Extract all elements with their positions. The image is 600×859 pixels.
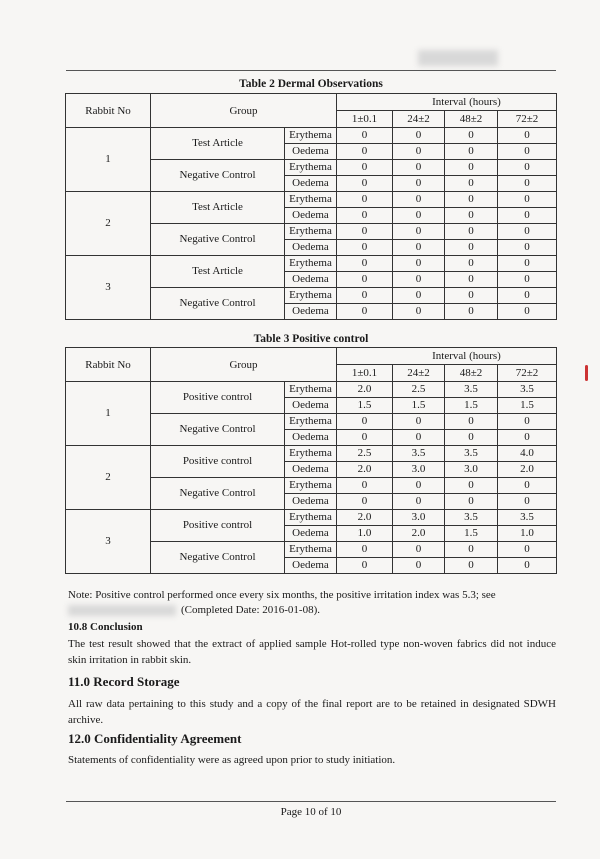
group-name: Negative Control: [151, 160, 285, 192]
conclusion-heading: 10.8 Conclusion: [68, 621, 143, 633]
score-cell: 0: [393, 256, 445, 272]
score-cell: 0: [445, 240, 498, 256]
score-cell: 0: [445, 542, 498, 558]
score-cell: 1.5: [337, 398, 393, 414]
score-cell: 0: [498, 304, 557, 320]
observation-label: Erythema: [285, 446, 337, 462]
score-cell: 0: [393, 208, 445, 224]
record-storage-text: All raw data pertaining to this study and a copy of the final report are to be retained in designated SDWH archive.: [68, 698, 556, 726]
score-cell: 0: [337, 288, 393, 304]
score-cell: 0: [393, 558, 445, 574]
table-row: [66, 256, 557, 272]
redacted-reference: [68, 605, 176, 616]
score-cell: 0: [445, 256, 498, 272]
confidentiality-heading: 12.0 Confidentiality Agreement: [68, 731, 242, 746]
score-cell: 0: [337, 542, 393, 558]
score-cell: 0: [498, 558, 557, 574]
score-cell: 0: [393, 272, 445, 288]
positive-control-note: [68, 588, 558, 617]
score-cell: 3.5: [445, 446, 498, 462]
score-cell: 0: [393, 224, 445, 240]
score-cell: 3.5: [445, 382, 498, 398]
observation-label: Oedema: [285, 176, 337, 192]
score-cell: 0: [498, 542, 557, 558]
score-cell: 3.5: [498, 382, 557, 398]
score-cell: 0: [337, 414, 393, 430]
score-cell: 0: [498, 160, 557, 176]
group-name: Negative Control: [151, 224, 285, 256]
observation-label: Oedema: [285, 272, 337, 288]
score-cell: 0: [337, 224, 393, 240]
time-header: 48±2: [445, 111, 498, 128]
score-cell: 2.0: [337, 382, 393, 398]
interval-header: Interval (hours): [337, 348, 557, 365]
group-name: Positive control: [151, 510, 285, 542]
rabbit-no-header: Rabbit No: [66, 348, 151, 382]
score-cell: 1.5: [445, 398, 498, 414]
table-row: [66, 510, 557, 526]
score-cell: 0: [393, 430, 445, 446]
score-cell: 0: [445, 192, 498, 208]
observation-label: Erythema: [285, 192, 337, 208]
group-header: Group: [151, 348, 337, 382]
time-header: 24±2: [393, 111, 445, 128]
observation-label: Oedema: [285, 208, 337, 224]
score-cell: 0: [498, 128, 557, 144]
score-cell: 0: [445, 208, 498, 224]
observation-label: Erythema: [285, 256, 337, 272]
observation-label: Erythema: [285, 288, 337, 304]
score-cell: 0: [498, 494, 557, 510]
score-cell: 0: [498, 430, 557, 446]
score-cell: 0: [498, 144, 557, 160]
footer-rule: [66, 801, 556, 802]
score-cell: 0: [393, 176, 445, 192]
score-cell: 0: [445, 288, 498, 304]
note-line-1: Note: Positive control performed once every six months, the positive irritation index was 5.3; see: [68, 589, 496, 601]
page-number: Page 10 of 10: [280, 806, 342, 818]
group-name: Test Article: [151, 256, 285, 288]
observation-label: Erythema: [285, 160, 337, 176]
score-cell: 0: [337, 176, 393, 192]
score-cell: 0: [445, 430, 498, 446]
observation-label: Erythema: [285, 382, 337, 398]
score-cell: 0: [445, 144, 498, 160]
score-cell: 0: [337, 304, 393, 320]
score-cell: 0: [445, 304, 498, 320]
score-cell: 0: [337, 256, 393, 272]
observation-label: Oedema: [285, 526, 337, 542]
score-cell: 0: [337, 430, 393, 446]
group-name: Positive control: [151, 446, 285, 478]
observation-label: Oedema: [285, 144, 337, 160]
score-cell: 0: [498, 192, 557, 208]
score-cell: 1.5: [445, 526, 498, 542]
score-cell: 0: [498, 414, 557, 430]
group-name: Negative Control: [151, 478, 285, 510]
score-cell: 0: [337, 192, 393, 208]
score-cell: 0: [445, 272, 498, 288]
observation-label: Oedema: [285, 430, 337, 446]
group-name: Test Article: [151, 192, 285, 224]
score-cell: 0: [445, 224, 498, 240]
score-cell: 0: [393, 160, 445, 176]
table3-title: Table 3 Positive control: [253, 333, 369, 345]
margin-mark: [585, 365, 588, 381]
score-cell: 1.0: [337, 526, 393, 542]
table2-title: Table 2 Dermal Observations: [239, 78, 383, 90]
score-cell: 0: [393, 304, 445, 320]
score-cell: 0: [498, 288, 557, 304]
score-cell: 0: [393, 494, 445, 510]
observation-label: Oedema: [285, 462, 337, 478]
score-cell: 0: [337, 558, 393, 574]
score-cell: 3.5: [445, 510, 498, 526]
score-cell: 0: [337, 240, 393, 256]
score-cell: 0: [393, 144, 445, 160]
group-name: Negative Control: [151, 414, 285, 446]
rabbit-number: 1: [66, 128, 151, 192]
score-cell: 3.0: [445, 462, 498, 478]
header-row: [66, 94, 557, 111]
score-cell: 0: [445, 160, 498, 176]
score-cell: 1.5: [498, 398, 557, 414]
score-cell: 0: [445, 478, 498, 494]
score-cell: 3.0: [393, 462, 445, 478]
score-cell: 0: [337, 272, 393, 288]
note-line-2: (Completed Date: 2016-01-08).: [181, 603, 320, 616]
score-cell: 0: [337, 494, 393, 510]
table-row: [66, 446, 557, 462]
positive-control-table: [65, 347, 557, 574]
score-cell: 2.0: [337, 510, 393, 526]
observation-label: Oedema: [285, 304, 337, 320]
score-cell: 0: [445, 128, 498, 144]
rabbit-number: 2: [66, 446, 151, 510]
score-cell: 0: [498, 256, 557, 272]
observation-label: Erythema: [285, 128, 337, 144]
dermal-observations-table: [65, 93, 557, 320]
time-header: 48±2: [445, 365, 498, 382]
score-cell: 0: [498, 224, 557, 240]
score-cell: 0: [337, 160, 393, 176]
observation-label: Oedema: [285, 398, 337, 414]
group-name: Negative Control: [151, 288, 285, 320]
time-header: 24±2: [393, 365, 445, 382]
score-cell: 0: [393, 478, 445, 494]
table-row: [66, 382, 557, 398]
time-header: 1±0.1: [337, 365, 393, 382]
record-storage-heading: 11.0 Record Storage: [68, 674, 180, 689]
group-name: Positive control: [151, 382, 285, 414]
observation-label: Erythema: [285, 414, 337, 430]
score-cell: 1.0: [498, 526, 557, 542]
score-cell: 1.5: [393, 398, 445, 414]
score-cell: 0: [498, 208, 557, 224]
score-cell: 2.0: [337, 462, 393, 478]
score-cell: 0: [337, 128, 393, 144]
group-name: Test Article: [151, 128, 285, 160]
rabbit-number: 2: [66, 192, 151, 256]
observation-label: Oedema: [285, 240, 337, 256]
group-name: Negative Control: [151, 542, 285, 574]
time-header: 72±2: [498, 111, 557, 128]
redacted-header-block: [418, 50, 498, 66]
score-cell: 3.5: [498, 510, 557, 526]
score-cell: 0: [393, 288, 445, 304]
score-cell: 2.0: [498, 462, 557, 478]
header-row: [66, 348, 557, 365]
confidentiality-text: Statements of confidentiality were as agreed upon prior to study initiation.: [68, 754, 396, 766]
score-cell: 0: [393, 192, 445, 208]
observation-label: Oedema: [285, 494, 337, 510]
score-cell: 0: [393, 542, 445, 558]
score-cell: 2.5: [393, 382, 445, 398]
score-cell: 0: [445, 494, 498, 510]
observation-label: Erythema: [285, 542, 337, 558]
time-header: 72±2: [498, 365, 557, 382]
rabbit-no-header: Rabbit No: [66, 94, 151, 128]
score-cell: 0: [445, 414, 498, 430]
score-cell: 0: [498, 272, 557, 288]
score-cell: 0: [337, 478, 393, 494]
score-cell: 3.5: [393, 446, 445, 462]
table-row: [66, 128, 557, 144]
score-cell: 0: [498, 176, 557, 192]
score-cell: 0: [393, 414, 445, 430]
score-cell: 0: [337, 144, 393, 160]
score-cell: 0: [337, 208, 393, 224]
rabbit-number: 3: [66, 510, 151, 574]
observation-label: Erythema: [285, 478, 337, 494]
rabbit-number: 3: [66, 256, 151, 320]
observation-label: Erythema: [285, 224, 337, 240]
observation-label: Oedema: [285, 558, 337, 574]
score-cell: 4.0: [498, 446, 557, 462]
header-rule: [66, 70, 556, 71]
score-cell: 2.0: [393, 526, 445, 542]
table-row: [66, 192, 557, 208]
conclusion-text: The test result showed that the extract of applied sample Hot-rolled type non-woven fabrics did not induce skin irritation in rabbit skin.: [68, 638, 556, 666]
score-cell: 0: [393, 240, 445, 256]
score-cell: 0: [445, 558, 498, 574]
interval-header: Interval (hours): [337, 94, 557, 111]
score-cell: 0: [498, 478, 557, 494]
score-cell: 0: [393, 128, 445, 144]
score-cell: 3.0: [393, 510, 445, 526]
score-cell: 0: [498, 240, 557, 256]
group-header: Group: [151, 94, 337, 128]
rabbit-number: 1: [66, 382, 151, 446]
score-cell: 2.5: [337, 446, 393, 462]
time-header: 1±0.1: [337, 111, 393, 128]
score-cell: 0: [445, 176, 498, 192]
observation-label: Erythema: [285, 510, 337, 526]
